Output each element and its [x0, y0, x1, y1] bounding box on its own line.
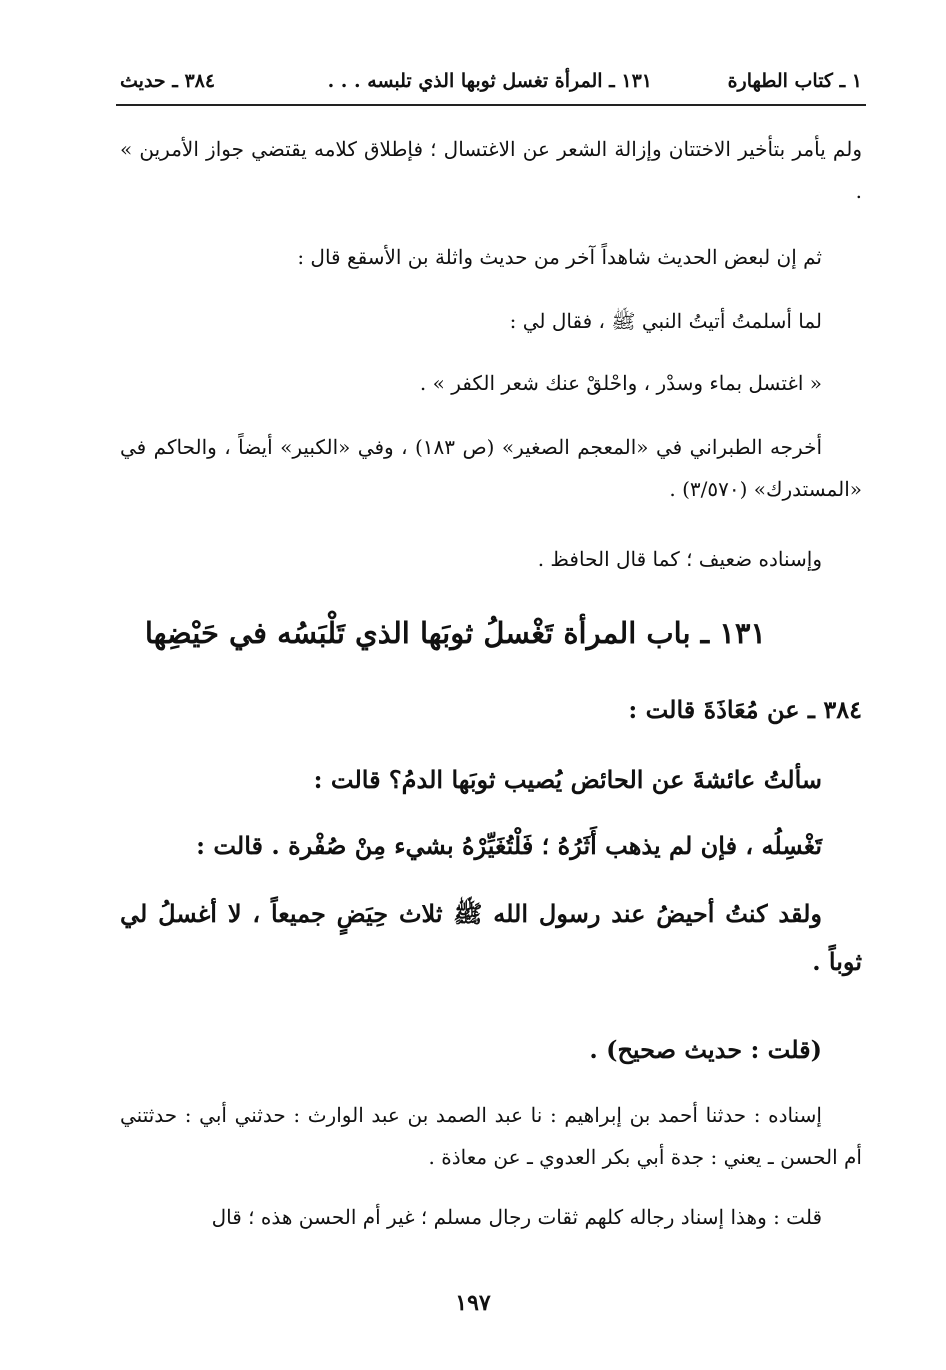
paragraph-quote-intro: لما أسلمتُ أتيتُ النبي ﷺ ، فقال لي : — [509, 309, 822, 333]
header-book-title: ١ ـ كتاب الطهارة — [727, 70, 862, 92]
paragraph-sources: أخرجه الطبراني في «المعجم الصغير» (ص ١٨٣) ، وفي «الكبير» أيضاً ، والحاكم في «المستدرك» (٣/٥٧٠) . — [120, 435, 862, 501]
paragraph-witness: ثم إن لبعض الحديث شاهداً آخر من حديث واثلة بن الأسقع قال : — [297, 245, 822, 269]
commentary-note: قلت : وهذا إسناد رجاله كلهم ثقات رجال مسلم ؛ غير أم الحسن هذه ؛ قال — [211, 1205, 822, 1229]
paragraph-weakness: وإسناده ضعيف ؛ كما قال الحافظ . — [537, 547, 822, 571]
hadith-number-line: ٣٨٤ ـ عن مُعَاذَةَ قالت : — [628, 695, 862, 724]
paragraph-quote: « اغتسل بماء وسدْر ، واحْلقْ عنك شعر الكفر » . — [419, 371, 822, 395]
header-hadith-number: ٣٨٤ ـ حديث — [120, 70, 216, 92]
header-chapter-title: ١٣١ ـ المرأة تغسل ثوبها الذي تلبسه . . . — [327, 70, 652, 92]
paragraph-continuation: ولم يأمر بتأخير الاختتان وإزالة الشعر عن الاغتسال ؛ فإطلاق كلامه يقتضي جواز الأمرين » . — [120, 137, 862, 203]
commentary-isnad: إسناده : حدثنا أحمد بن إبراهيم : نا عبد الصمد بن عبد الوارث : حدثني أبي : حدثتني أم الحسن ـ يعني : جدة أبي بكر العدوي ـ عن معاذة . — [120, 1103, 862, 1169]
header-divider — [116, 104, 866, 106]
page-number: ١٩٧ — [455, 1290, 491, 1316]
hadith-line-answer: تَغْسِلُه ، فإن لم يذهب أَثَرُهُ ؛ فَلْتُغَيِّرْهُ بشيء مِنْ صُفْرة . قالت : — [196, 831, 822, 860]
hadith-verdict: (قلت : حديث صحيح) . — [589, 1035, 822, 1064]
hadith-line-question: سألتُ عائشةَ عن الحائض يُصيب ثوبَها الدمُ؟ قالت : — [313, 765, 822, 794]
hadith-line-narration: ولقد كنتُ أحيضُ عند رسول الله ﷺ ثلاث حِيَضٍ جميعاً ، لا أغسلُ لي ثوباً . — [120, 899, 862, 976]
chapter-heading: ١٣١ ـ باب المرأة تَغْسلُ ثوبَها الذي تَلْبَسُه في حَيْضِها — [144, 616, 766, 650]
running-header — [120, 70, 862, 104]
